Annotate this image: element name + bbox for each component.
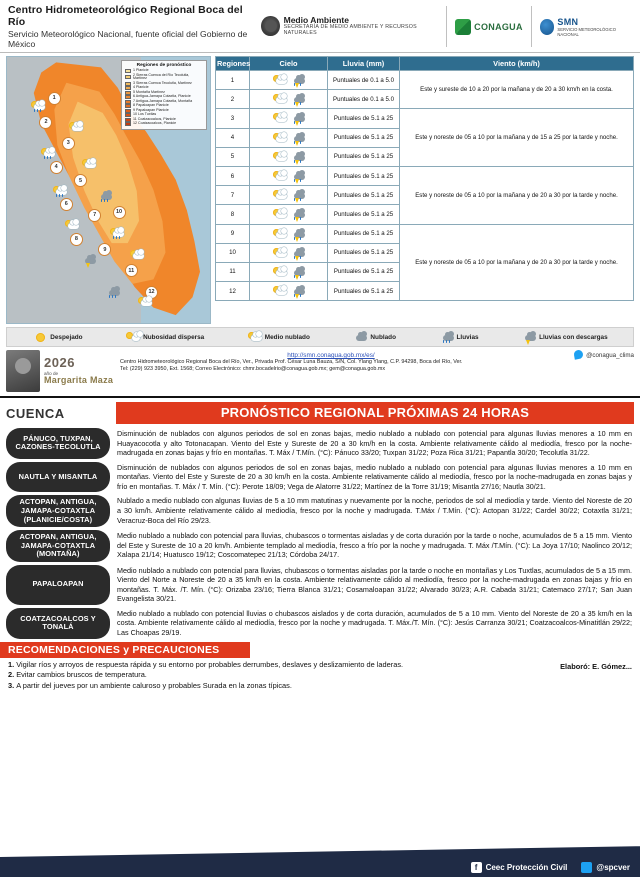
- smn-mark-icon: [540, 19, 555, 35]
- cell-sky: [250, 205, 328, 224]
- facebook-icon[interactable]: f: [471, 862, 482, 873]
- basin-tag: PÁNUCO, TUXPAN, CAZONES-TECOLUTLA: [6, 428, 110, 459]
- legend-label-1: 1 Planicie: [133, 68, 149, 73]
- rain-icon: [439, 331, 454, 343]
- basin-row: [6, 565, 634, 605]
- cloud-icon: [352, 331, 367, 343]
- cell-wind: Este y sureste de 10 a 20 por la mañana y de 20 a 30 km/h en la costa.: [400, 71, 634, 109]
- cell-sky: [250, 147, 328, 166]
- storm-icon: [521, 331, 536, 343]
- legend-swatch-7: [125, 100, 131, 104]
- map-legend-title: Regiones de pronóstico: [136, 63, 192, 68]
- legend-swatch-11: [125, 118, 131, 122]
- basin-row: [6, 428, 634, 459]
- maza-year: 2026: [44, 355, 75, 371]
- contact-block: [0, 347, 640, 394]
- legend-swatch-9: [125, 109, 131, 113]
- recommendation-text: A partir del jueves por un ambiente caluroso y probables Surada en la zonas típicas.: [16, 681, 292, 691]
- table-row: [216, 166, 634, 185]
- cell-wind: Este y noreste de 05 a 10 por la mañana y de 20 a 30 por la tarde y noche.: [400, 166, 634, 224]
- map-pin-12[interactable]: 12: [145, 286, 158, 299]
- basin-tag: ACTOPAN, ANTIGUA, JAMAPA-COTAXTLA (PLANICIE/COSTA): [6, 495, 110, 527]
- cell-sky: [250, 109, 328, 128]
- cell-region: 11: [216, 262, 250, 281]
- map-pin-4[interactable]: 4: [50, 161, 63, 174]
- cell-region: 12: [216, 282, 250, 301]
- cell-sky: [250, 282, 328, 301]
- map-pin-5[interactable]: 5: [74, 174, 87, 187]
- map-pin-1[interactable]: 1: [48, 92, 61, 105]
- forecast-table-panel: [215, 56, 634, 324]
- map-pin-9[interactable]: 9: [98, 243, 111, 256]
- basin-tag: ACTOPAN, ANTIGUA, JAMAPA-COTAXTLA (MONTAÑA): [6, 530, 110, 562]
- cell-sky: [250, 128, 328, 147]
- footer-twitter[interactable]: [581, 862, 630, 873]
- conagua-logo: [455, 19, 523, 35]
- basin-tag: NAUTLA Y MISANTLA: [6, 462, 110, 493]
- sky-legend-item-medio-nublado: [247, 331, 310, 343]
- twitter-icon[interactable]: [573, 349, 583, 359]
- legend-swatch-8: [125, 104, 131, 108]
- cell-rain: Puntuales de 0.1 a 5.0: [328, 71, 400, 90]
- header-titles: [8, 4, 261, 49]
- recommendations-body: [0, 658, 640, 692]
- sky-legend-label-3: Nublado: [370, 333, 396, 341]
- cell-sky: [250, 186, 328, 205]
- legend-label-7: 7 Antigua-Jamapa Cotaxtla, Montaña: [133, 98, 193, 103]
- th-lluvia: Lluvia (mm): [328, 57, 400, 71]
- sky-legend-strip: [6, 327, 634, 347]
- legend-label-2: 2 Sierras Cuenca del Río Tecolutla, Martínez: [133, 72, 190, 81]
- th-regiones: Regiones: [216, 57, 250, 71]
- pronostico-banner: PRONÓSTICO REGIONAL PRÓXIMAS 24 HORAS: [116, 402, 634, 424]
- cell-rain: Puntuales de 5.1 a 25: [328, 109, 400, 128]
- smn-logo: [540, 17, 632, 37]
- footer-facebook[interactable]: [471, 862, 568, 873]
- cell-region: 4: [216, 128, 250, 147]
- map-pin-7[interactable]: 7: [88, 209, 101, 222]
- smn-sublabel: SERVICIO METEOROLÓGICO NACIONAL: [557, 26, 616, 37]
- facebook-label[interactable]: Ceec Protección Civil: [485, 862, 568, 872]
- sky-legend-label-5: Lluvias con descargas: [539, 333, 608, 341]
- cell-sky: [250, 262, 328, 281]
- cell-rain: Puntuales de 5.1 a 25: [328, 186, 400, 205]
- th-viento: Viento (km/h): [400, 57, 634, 71]
- cell-region: 5: [216, 147, 250, 166]
- pronostico-header: [0, 398, 640, 426]
- header-logos: [261, 4, 632, 49]
- map-pin-11[interactable]: 11: [125, 264, 138, 277]
- basin-text: Disminución de nublados con algunos periodos de sol en zonas bajas, medio nublado a nublado con potencial para algunas lluvias menores a 10 mm en montañas. Viento del Este y Sureste de 20 a 30 km/h en la costa. Ambiente relativamente cálido al mediodía, fresco por la noche-madrugada en zonas bajas y frío en montañas. T. Máx / T. Mín. (°C): Perote 18/09; Vega de Alatorre 31/22; Martínez de la Torre 31/19; Misantla 27/16; Nautla 30/21.: [117, 462, 632, 491]
- top-section: [0, 53, 640, 324]
- legend-label-12: 12 Coatzacoalcos, Planicie: [133, 121, 177, 126]
- sky-legend-item-nubosidad-dispersa: [125, 331, 204, 343]
- cell-sky: [250, 166, 328, 185]
- recommendation-text: Evitar cambios bruscos de temperatura.: [16, 670, 147, 680]
- forecast-map: [6, 56, 211, 324]
- sun-cloud-small-icon: [125, 331, 140, 343]
- map-pin-2[interactable]: 2: [39, 116, 52, 129]
- legend-label-9: 9 Papaloapan Planicie: [133, 107, 169, 112]
- recommendations-list: [8, 660, 482, 692]
- legend-swatch-3: [125, 82, 131, 86]
- map-weather-icon-1: [30, 100, 45, 112]
- legend-label-3: 3 Sierras Cuenca Tecolutla, Martínez: [133, 80, 192, 85]
- cell-region: 10: [216, 243, 250, 262]
- legend-label-8: 8 Papaloapan Planicie: [133, 103, 169, 108]
- map-panel: [6, 56, 211, 324]
- logo-divider-2: [531, 6, 532, 47]
- cell-region: 7: [216, 186, 250, 205]
- cell-sky: [250, 243, 328, 262]
- legend-swatch-6: [125, 95, 131, 99]
- sky-legend-label-0: Despejado: [50, 333, 83, 341]
- map-weather-icon-8: [109, 227, 124, 239]
- map-weather-icon-3: [40, 147, 55, 159]
- cell-sky: [250, 90, 328, 109]
- sky-legend-item-lluvias: [439, 331, 479, 343]
- cell-region: 2: [216, 90, 250, 109]
- cell-rain: Puntuales de 5.1 a 25: [328, 243, 400, 262]
- legend-label-11: 11 Coatzacoalcos, Planicie: [133, 116, 176, 121]
- table-row: [216, 71, 634, 90]
- map-weather-icon-5: [52, 185, 67, 197]
- map-weather-icon-7: [64, 219, 79, 231]
- maza-sub: año de: [44, 370, 59, 376]
- map-weather-icon-4: [81, 158, 96, 170]
- basin-text: Medio nublado a nublado con potencial para lluvias, chubascos o tormentas aisladas y de corta duración por la tarde o noche, acumulados de 5 a 15 mm. Viento del Este y Sureste de 10 a 20 km/h. Ambiente templado al mediodía, fresco a frío por la noche y madrugada. T. Máx /T.Mín. (°C): La Joya 17/10; Naolinco 20/12; Xalapa 21/14; Huatusco 19/12; Coscomatepec 21/13; Córdoba 24/17.: [117, 531, 632, 560]
- basin-row: [6, 530, 634, 562]
- contact-address: Centro Hidrometeorológico Regional Boca del Río, Ver., Privada Prof. César Luna Bauza, S/N, Col. Ylang Ylang, C.P. 94298, Boca del Río, Ver.: [120, 359, 463, 365]
- th-cielo: Cielo: [250, 57, 328, 71]
- sky-legend-item-despejado: [32, 331, 82, 343]
- twitter-label[interactable]: @spcver: [596, 862, 630, 872]
- footer-swoosh: [0, 839, 640, 857]
- smn-link[interactable]: http://smn.conagua.gob.mx/es/: [287, 352, 375, 359]
- sky-legend-item-nublado: [352, 331, 396, 343]
- basin-list: [0, 426, 640, 639]
- gob-sublabel: SECRETARÍA DE MEDIO AMBIENTE Y RECURSOS NATURALES: [283, 24, 417, 36]
- sky-legend-label-2: Medio nublado: [264, 333, 310, 341]
- map-weather-icon-9: [81, 254, 96, 266]
- cell-rain: Puntuales de 0.1 a 5.0: [328, 90, 400, 109]
- sky-legend-label-1: Nubosidad dispersa: [143, 333, 205, 341]
- map-pin-3[interactable]: 3: [62, 137, 75, 150]
- maza-commemorative: [6, 350, 114, 392]
- legend-label-10: 10 Los Tuxtlas: [133, 112, 157, 117]
- forecast-table: [215, 56, 634, 301]
- gob-label: Medio Ambiente: [283, 15, 349, 26]
- cell-rain: Puntuales de 5.1 a 25: [328, 262, 400, 281]
- cell-region: 6: [216, 166, 250, 185]
- legend-label-4: 4 Planicie: [133, 85, 149, 90]
- cell-region: 8: [216, 205, 250, 224]
- recommendation-text: Vigilar ríos y arroyos de respuesta rápida y su entorno por probables derrumbes, deslaves y deslizamiento de laderas.: [16, 659, 404, 669]
- page-header: [0, 0, 640, 53]
- map-pin-10[interactable]: 10: [113, 206, 126, 219]
- cell-rain: Puntuales de 5.1 a 25: [328, 205, 400, 224]
- page-subtitle: Servicio Meteorológico Nacional, fuente oficial del Gobierno de México: [8, 29, 248, 49]
- twitter-handle[interactable]: @conagua_clima: [586, 352, 634, 359]
- legend-label-6: 6 Antigua-Jamapa Cotaxtla, Planicie: [133, 94, 191, 99]
- table-header-row: [216, 57, 634, 71]
- logo-divider: [446, 6, 447, 47]
- elaborated-by: Elaboró: E. Gómez...: [560, 661, 632, 671]
- legend-swatch-1: [125, 69, 131, 73]
- basin-text: Medio nublado a nublado con potencial lluvias o chubascos aislados y de corta duración, acumulados de 5 a 10 mm. Viento del Noreste de 20 a 35 km/h en la costa. Ambiente relativamente cálido al mediodía, fresco por la noche y madrugada. T. Máx./T. Mín. (°C): Jesús Carranza 30/21; Coatzacoalcos-Minatitlán 29/22; Las Choapas 29/19.: [117, 608, 632, 638]
- basin-row: [6, 608, 634, 639]
- legend-swatch-4: [125, 86, 131, 90]
- basin-text: Medio nublado a nublado con potencial para lluvias, chubascos o tormentas aisladas por la tarde o noche en montañas y Los Tuxtlas, acumulados de 5 a 15 mm. Viento del Norte a Noreste de 20 a 35 km/h en la costa. Ambiente relativamente cálido al mediodía, fresco por la noche-madrugada en zonas bajas y frío en montañas. T. Máx. /T. Mín. (°C): Orizaba 23/16; Tierra Blanca 31/21; Cosamaloapan 31/22; Alvarado 30/23; A.R. Cabada 31/21; Catemaco 27/17; San Juan Evangelista 30/21.: [117, 565, 632, 604]
- cell-region: 1: [216, 71, 250, 90]
- legend-swatch-5: [125, 91, 131, 95]
- gob-logo: [261, 16, 438, 36]
- basin-tag: PAPALOAPAN: [6, 565, 110, 605]
- page-title: Centro Hidrometeorológico Regional Boca del Río: [8, 4, 243, 28]
- cell-rain: Puntuales de 5.1 a 25: [328, 282, 400, 301]
- basin-row: [6, 495, 634, 527]
- twitter-icon[interactable]: [581, 862, 592, 873]
- table-row: [216, 224, 634, 243]
- cell-region: 3: [216, 109, 250, 128]
- sun-cloud-icon: [247, 331, 262, 343]
- legend-label-5: 5 Montaña Martínez: [133, 89, 165, 94]
- map-weather-icon-10: [129, 249, 144, 261]
- recommendations-banner: RECOMENDACIONES y PRECAUCIONES: [0, 642, 250, 658]
- cell-rain: Puntuales de 5.1 a 25: [328, 166, 400, 185]
- contact-text: [120, 350, 542, 374]
- basin-row: [6, 462, 634, 493]
- sun-icon: [32, 331, 47, 343]
- cell-sky: [250, 71, 328, 90]
- contact-phone-email: Tel: (229) 923 3950, Ext. 1568; Correo Electrónico: chmr.bocadelrio@conagua.gob.mx; gem@conagua.gob.mx: [120, 366, 386, 373]
- cell-sky: [250, 224, 328, 243]
- map-legend: [121, 60, 207, 130]
- maza-name: Margarita Maza: [44, 374, 114, 385]
- contact-social: [548, 350, 634, 361]
- cuenca-column-label: CUENCA: [6, 405, 65, 421]
- cell-rain: Puntuales de 5.1 a 25: [328, 224, 400, 243]
- recommendation-item: 1. Vigilar ríos y arroyos de respuesta rápida y su entorno por probables derrumbes, deslaves y deslizamiento de laderas.: [8, 659, 404, 669]
- portrait-icon: [6, 350, 40, 392]
- footer-bar: [0, 857, 640, 877]
- smn-label: SMN: [557, 16, 579, 27]
- map-weather-icon-12: [105, 286, 120, 298]
- map-weather-icon-6: [97, 190, 112, 202]
- cell-wind: Este y noreste de 05 a 10 por la mañana y de 15 a 25 por la tarde y noche.: [400, 109, 634, 167]
- map-pin-8[interactable]: 8: [70, 233, 83, 246]
- table-row: [216, 109, 634, 128]
- legend-swatch-10: [125, 113, 131, 117]
- basin-tag: COATZACOALCOS Y TONALÁ: [6, 608, 110, 639]
- basin-text: Disminución de nublados con algunos periodos de sol en zonas bajas, medio nublado a nublado con potencial para algunas lluvias menores a 10 mm en Huayacocotla y alto Totonacapan. Viento del Este y Sureste de 20 a 30 km/h en la costa. Ambiente relativamente cálido al mediodía, fresco por la noche-madrugada en zonas bajas y frío en montañas. T. Máx / T.Mín. (°C): Pánuco 33/20; Tuxpan 31/22; Poza Rica 31/21; Papantla 30/20; Tecolutla 31/22.: [117, 429, 632, 458]
- legend-swatch-12: [125, 122, 131, 126]
- eagle-icon: [261, 16, 279, 36]
- cell-wind: Este y noreste de 05 a 10 por la mañana y de 20 a 30 por la tarde y noche.: [400, 224, 634, 301]
- cell-rain: Puntuales de 5.1 a 25: [328, 128, 400, 147]
- sky-legend-item-lluvias-descargas: [521, 331, 608, 343]
- map-pin-6[interactable]: 6: [60, 198, 73, 211]
- conagua-mark-icon: [455, 19, 471, 35]
- map-weather-icon-2: [68, 121, 83, 133]
- basin-text: Nublado a medio nublado con algunas lluvias de 5 a 10 mm matutinas y nuevamente por la noche, periodos de sol al mediodía y tarde. Viento del Noreste de 20 a 30 km/h. Ambiente relativamente cálido al mediodía, fresco por la noche y madrugada. T.Máx / T.Mín. (°C): Actopan 31/22; Cardel 30/22; Cotaxtla 31/21; Veracruz-Boca del Río 29/23.: [117, 496, 632, 525]
- recommendation-item: 3. A partir del jueves por un ambiente caluroso y probables Surada en la zonas típicas.: [8, 681, 292, 691]
- cell-region: 9: [216, 224, 250, 243]
- legend-swatch-2: [125, 75, 131, 79]
- map-weather-icon-11: [137, 296, 152, 308]
- cell-rain: Puntuales de 5.1 a 25: [328, 147, 400, 166]
- conagua-label: CONAGUA: [474, 21, 523, 32]
- recommendation-item: 2. Evitar cambios bruscos de temperatura.: [8, 670, 147, 680]
- sky-legend-label-4: Lluvias: [456, 333, 479, 341]
